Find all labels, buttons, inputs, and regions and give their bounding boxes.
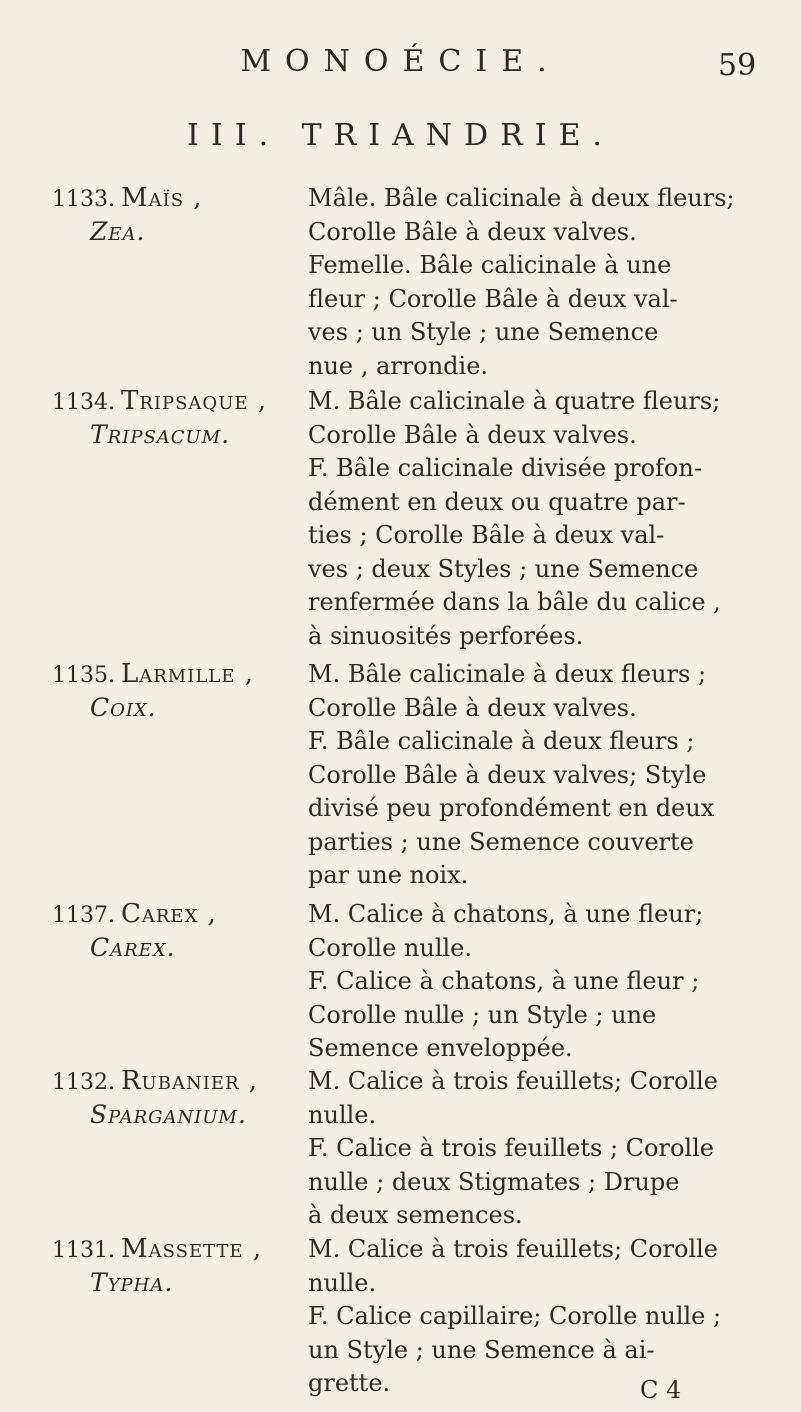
genus-description [308,1065,778,1233]
latin-name: Sparganium. [90,1100,247,1129]
description-line: M. Calice à trois feuillets; Corolle [308,1067,718,1095]
description-line: M. Bâle calicinale à deux fleurs ; [308,660,707,688]
genus-description [308,182,778,383]
genus-description [308,1300,778,1401]
description-line: un Style ; une Semence à ai- [308,1335,655,1364]
section-heading: III. TRIANDRIE. [187,118,614,153]
entry-number: 1133. [52,187,115,212]
genus-description [308,1233,778,1300]
description-line: Corolle Bâle à deux valves. [308,693,637,722]
description-line: à sinuosités perforées. [308,621,584,650]
description-line: M. Bâle calicinale à quatre fleurs; [308,387,721,415]
french-name: Maïs , [120,183,203,213]
description-line: Corolle Bâle à deux valves. [308,420,637,449]
latin-name: Carex. [90,933,176,962]
running-head: MONOÉCIE. [240,44,561,79]
genus-name [52,385,292,451]
entry-number: 1137. [52,903,115,928]
genus-name [52,658,292,724]
genus-name [52,1233,292,1299]
latin-name: Tripsacum. [90,420,231,449]
description-line: nulle. [308,1100,377,1129]
description-line: M. Calice à trois feuillets; Corolle [308,1235,718,1263]
description-line: ties ; Corolle Bâle à deux val- [308,521,665,549]
french-name: Tripsaque , [120,386,268,416]
description-line: F. Bâle calicinale divisée profon- [308,454,702,482]
entry-number: 1134. [52,390,115,415]
description-line: Semence enveloppée. [308,1034,573,1062]
description-line: divisé peu profondément en deux [308,794,715,822]
french-name: Larmille , [120,659,254,689]
description-line: Corolle Bâle à deux valves; Style [308,760,707,789]
entry-number: 1132. [52,1070,115,1095]
entry-number: 1131. [52,1238,115,1263]
latin-name: Coix. [90,693,157,722]
description-line: F. Calice à chatons, à une fleur ; [308,967,700,995]
catchword: C 4 [640,1376,682,1404]
genus-name [52,898,292,964]
description-line: Mâle. Bâle calicinale à deux fleurs; [308,184,735,212]
genus-description [308,658,778,893]
page-number: 59 [718,48,757,83]
french-name: Massette , [120,1234,263,1264]
description-line: Corolle nulle ; un Style ; une [308,1000,657,1029]
description-line: M. Calice à chatons, à une fleur; [308,900,704,928]
genus-name [52,1065,292,1131]
description-line: ves ; deux Styles ; une Semence [308,554,699,583]
french-name: Rubanier , [120,1066,259,1096]
genus-name [52,182,292,248]
genus-description [308,385,778,653]
genus-description [308,898,778,1066]
description-line: parties ; une Semence couverte [308,827,694,856]
description-line: nulle. [308,1268,377,1297]
description-line: nue , arrondie. [308,351,489,380]
description-line: Corolle Bâle à deux valves. [308,217,637,246]
description-line: dément en deux ou quatre par- [308,487,686,516]
description-line: par une noix. [308,861,469,889]
description-line: à deux semences. [308,1201,523,1229]
description-line: F. Bâle calicinale à deux fleurs ; [308,727,695,755]
latin-name: Typha. [90,1268,174,1297]
latin-name: Zea. [90,217,146,246]
description-line: grette. [308,1369,391,1397]
description-line: fleur ; Corolle Bâle à deux val- [308,284,678,313]
description-line: Femelle. Bâle calicinale à une [308,251,672,279]
description-line: renfermée dans la bâle du calice , [308,588,721,616]
french-name: Carex , [120,899,217,929]
description-line: Corolle nulle. [308,933,473,962]
description-line: F. Calice à trois feuillets ; Corolle [308,1134,714,1162]
description-line: F. Calice capillaire; Corolle nulle ; [308,1302,722,1330]
description-line: nulle ; deux Stigmates ; Drupe [308,1167,680,1196]
description-line: ves ; un Style ; une Semence [308,318,659,346]
entry-number: 1135. [52,663,115,688]
